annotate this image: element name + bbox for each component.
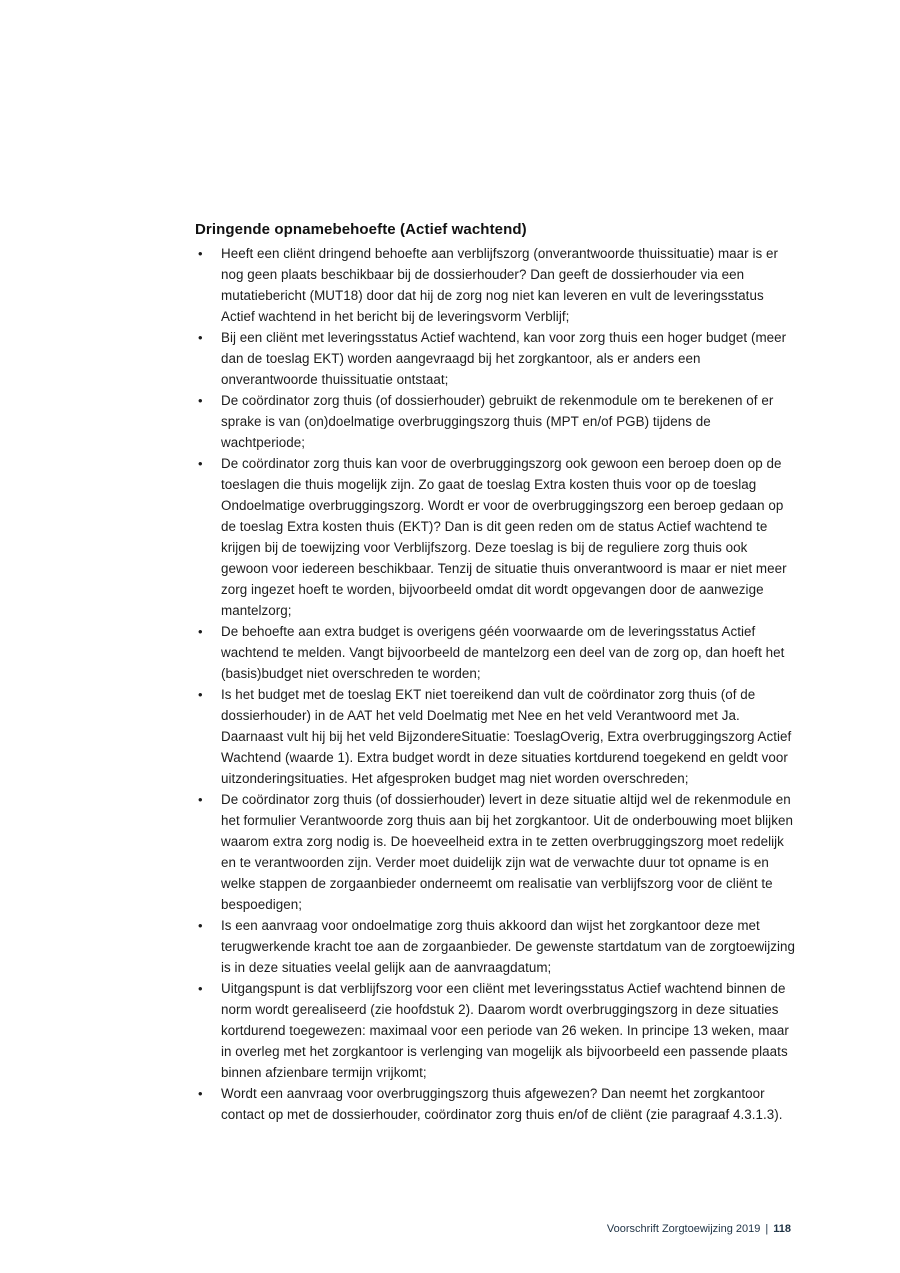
list-item-text: Bij een cliënt met leveringsstatus Actief wachtend, kan voor zorg thuis een hoger budget (meer dan de toeslag EKT) worden aangevraagd bij het zorgkantoor, als er anders een onverantwoorde thuissituatie ontstaat; [221,330,787,387]
footer-separator: | [765,1223,769,1235]
list-item [195,327,795,390]
footer-document-title: Voorschrift Zorgtoewijzing 2019 [606,1223,761,1235]
list-item-text: Is het budget met de toeslag EKT niet toereikend dan vult de coördinator zorg thuis (of de dossierhouder) in de AAT het veld Doelmatig met Nee en het veld Verantwoord met Ja. Daarnaast vult hij bij het veld BijzondereSituatie: ToeslagOverig, Extra overbruggingszorg Actief Wachtend (waarde 1). Extra budget wordt in deze situaties kortdurend toegekend en geldt voor uitzonderingsituaties. Het afgesproken budget mag niet worden overschreden; [221,687,792,786]
list-item [195,789,795,915]
list-item-text: Uitgangspunt is dat verblijfszorg voor een cliënt met leveringsstatus Actief wachtend binnen de norm wordt gerealiseerd (zie hoofdstuk 2). Daarom wordt overbruggingszorg in deze situaties kortdurend toegewezen: maximaal voor een periode van 26 weken. In principe 13 weken, maar in overleg met het zorgkantoor is verlenging van mogelijk als bijvoorbeeld een passende plaats binnen afzienbare termijn vrijkomt; [221,981,789,1080]
bullet-icon: • [198,393,203,408]
list-item [195,453,795,621]
list-item [195,243,795,327]
page-footer [607,1222,791,1236]
footer-page-number: 118 [773,1223,791,1235]
list-item-text: Wordt een aanvraag voor overbruggingszorg thuis afgewezen? Dan neemt het zorgkantoor contact op met de dossierhouder, coördinator zorg thuis en/of de cliënt (zie paragraaf 4.3.1.3). [221,1086,783,1122]
list-item [195,915,795,978]
list-item [195,390,795,453]
bullet-list [195,243,795,1125]
list-item-text: De coördinator zorg thuis (of dossierhouder) gebruikt de rekenmodule om te berekenen of er sprake is van (on)doelmatige overbruggingszorg thuis (MPT en/of PGB) tijdens de wachtperiode; [221,393,774,450]
list-item [195,978,795,1083]
list-item [195,684,795,789]
list-item-text: De behoefte aan extra budget is overigens géén voorwaarde om de leveringsstatus Actief wachtend te melden. Vangt bijvoorbeeld de mantelzorg een deel van de zorg op, dan hoeft het (basis)budget niet overschreden te worden; [221,624,785,681]
bullet-icon: • [198,918,203,933]
section-heading: Dringende opnamebehoefte (Actief wachtend) [195,221,527,238]
list-item-text: De coördinator zorg thuis (of dossierhouder) levert in deze situatie altijd wel de rekenmodule en het formulier Verantwoorde zorg thuis aan bij het zorgkantoor. Uit de onderbouwing moet blijken waarom extra zorg nodig is. De hoeveelheid extra in te zetten overbruggingszorg moet redelijk en te verantwoorden zijn. Verder moet duidelijk zijn wat de verwachte duur tot opname is en welke stappen de zorgaanbieder onderneemt om realisatie van verblijfszorg voor de cliënt te bespoedigen; [221,792,793,912]
list-item [195,1083,795,1125]
list-item-text: De coördinator zorg thuis kan voor de overbruggingszorg ook gewoon een beroep doen op de toeslagen die thuis mogelijk zijn. Zo gaat de toeslag Extra kosten thuis voor op de toeslag Ondoelmatige overbruggingszorg. Wordt er voor de overbruggingszorg een beroep gedaan op de toeslag Extra kosten thuis (EKT)? Dan is dit geen reden om de status Actief wachtend te krijgen bij de toewijzing voor Verblijfszorg. Deze toeslag is bij de reguliere zorg thuis ook gewoon voor iedereen beschikbaar. Tenzij de situatie thuis onverantwoord is maar er niet meer zorg ingezet hoeft te worden, bijvoorbeeld omdat dit wordt opgevangen door de aanwezige mantelzorg; [221,456,787,618]
bullet-icon: • [198,624,203,639]
bullet-icon: • [198,687,203,702]
list-item-text: Is een aanvraag voor ondoelmatige zorg thuis akkoord dan wijst het zorgkantoor deze met terugwerkende kracht toe aan de zorgaanbieder. De gewenste startdatum van de zorgtoewijzing is in deze situaties veelal gelijk aan de aanvraagdatum; [221,918,795,975]
bullet-icon: • [198,246,203,261]
document-body [195,219,795,1125]
bullet-icon: • [198,981,203,996]
bullet-icon: • [198,456,203,471]
list-item-text: Heeft een cliënt dringend behoefte aan verblijfszorg (onverantwoorde thuissituatie) maar is er nog geen plaats beschikbaar bij de dossierhouder? Dan geeft de dossierhouder via een mutatiebericht (MUT18) door dat hij de zorg nog niet kan leveren en vult de leveringsstatus Actief wachtend in het bericht bij de leveringsvorm Verblijf; [221,246,778,324]
list-item [195,621,795,684]
bullet-icon: • [198,330,203,345]
bullet-icon: • [198,1086,203,1101]
bullet-icon: • [198,792,203,807]
